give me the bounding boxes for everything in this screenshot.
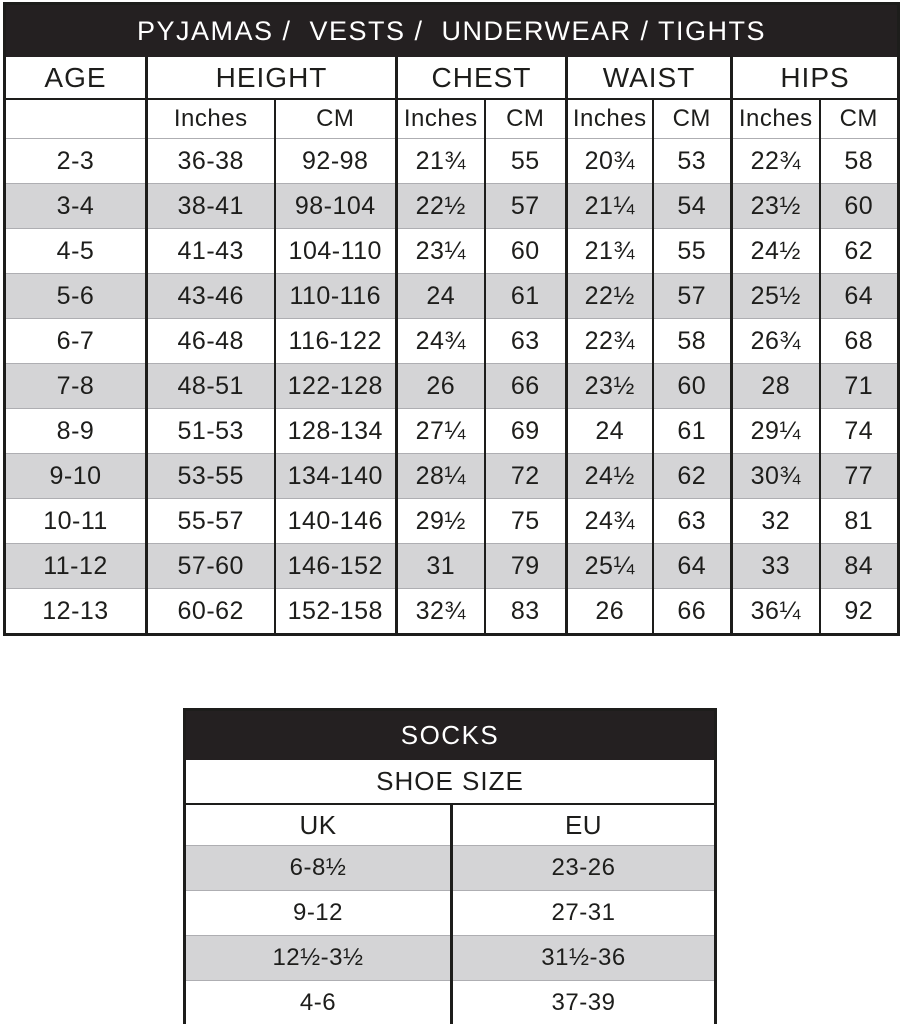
measurement-cell: 83: [485, 589, 567, 635]
eu-size-cell: 37-39: [452, 981, 716, 1024]
age-cell: 4-5: [5, 229, 147, 274]
measurement-cell: 32: [732, 499, 820, 544]
measurement-cell: 92-98: [275, 139, 397, 184]
measurement-cell: 75: [485, 499, 567, 544]
pyjamas-table-body: [5, 139, 899, 635]
age-cell: 11-12: [5, 544, 147, 589]
age-cell: 5-6: [5, 274, 147, 319]
uk-size-cell: 6-8½: [185, 846, 452, 891]
measurement-cell: 28: [732, 364, 820, 409]
measurement-cell: 27¼: [397, 409, 485, 454]
measurement-cell: 74: [820, 409, 899, 454]
measurement-cell: 36-38: [147, 139, 275, 184]
measurement-cell: 54: [653, 184, 732, 229]
measurement-cell: 24¾: [567, 499, 653, 544]
measurement-cell: 30¾: [732, 454, 820, 499]
measurement-cell: 57: [653, 274, 732, 319]
measurement-cell: 25½: [732, 274, 820, 319]
size-row: [5, 589, 899, 635]
age-cell: 2-3: [5, 139, 147, 184]
age-cell: 12-13: [42, 596, 109, 625]
column-header-hips: HIPS: [732, 57, 899, 99]
socks-size-table: [183, 708, 717, 1024]
size-row: [5, 229, 899, 274]
pyjamas-title-bar: [5, 4, 899, 58]
measurement-cell: 66: [653, 589, 732, 635]
column-group-header-row: [5, 57, 899, 99]
size-row: [5, 454, 899, 499]
pyjamas-table-title: PYJAMAS / VESTS / UNDERWEAR / TIGHTS: [5, 4, 899, 58]
unit-header-waist-inches: Inches: [567, 99, 653, 139]
measurement-cell: 33: [732, 544, 820, 589]
age-cell: 6-7: [5, 319, 147, 364]
age-cell: 3-4: [5, 184, 147, 229]
measurement-cell: 60-62: [147, 589, 275, 635]
column-header-waist: WAIST: [567, 57, 732, 99]
measurement-cell: 57-60: [147, 544, 275, 589]
socks-table-title: SOCKS: [185, 710, 716, 761]
measurement-cell: 38-41: [147, 184, 275, 229]
column-header-chest: CHEST: [397, 57, 567, 99]
eu-size-cell: 23-26: [452, 846, 716, 891]
measurement-cell: 22¾: [732, 139, 820, 184]
measurement-cell: 62: [653, 454, 732, 499]
measurement-cell: 58: [820, 139, 899, 184]
sock-size-row: [185, 846, 716, 891]
unit-header-height-cm: CM: [275, 99, 397, 139]
measurement-cell: 29¼: [732, 409, 820, 454]
pyjamas-size-table: [3, 2, 900, 636]
measurement-cell: 26¾: [732, 319, 820, 364]
measurement-cell: 60: [820, 184, 899, 229]
measurement-cell: 24½: [732, 229, 820, 274]
measurement-cell: 24¾: [397, 319, 485, 364]
measurement-cell: 24½: [567, 454, 653, 499]
measurement-cell: 69: [485, 409, 567, 454]
uk-size-cell: 9-12: [185, 891, 452, 936]
sock-size-row: [185, 936, 716, 981]
column-header-age: AGE: [5, 57, 147, 99]
measurement-cell: 146-152: [275, 544, 397, 589]
measurement-cell: 22½: [397, 184, 485, 229]
measurement-cell: 55-57: [147, 499, 275, 544]
measurement-cell: 24: [567, 409, 653, 454]
measurement-cell: 64: [653, 544, 732, 589]
age-unit-empty-cell: [5, 99, 147, 139]
eu-size-cell: 27-31: [452, 891, 716, 936]
size-row: [5, 319, 899, 364]
measurement-cell: 61: [653, 409, 732, 454]
size-row: [5, 364, 899, 409]
measurement-cell: 58: [653, 319, 732, 364]
measurement-cell: 152-158: [275, 589, 397, 635]
measurement-cell: 104-110: [275, 229, 397, 274]
measurement-cell: 134-140: [275, 454, 397, 499]
measurement-cell: 31: [397, 544, 485, 589]
measurement-cell: 53-55: [147, 454, 275, 499]
measurement-cell: 46-48: [147, 319, 275, 364]
measurement-cell: 21¼: [567, 184, 653, 229]
measurement-cell: 98-104: [275, 184, 397, 229]
unit-header-chest-cm: CM: [485, 99, 567, 139]
socks-title-bar: [185, 710, 716, 761]
unit-header-hips-cm: CM: [820, 99, 899, 139]
measurement-cell: 116-122: [275, 319, 397, 364]
unit-header-waist-cm: CM: [653, 99, 732, 139]
measurement-cell: 55: [653, 229, 732, 274]
measurement-cell: 23½: [732, 184, 820, 229]
size-row: [5, 544, 899, 589]
uk-size-cell: 12½-3½: [185, 936, 452, 981]
sock-size-row: [185, 891, 716, 936]
measurement-cell: 41-43: [147, 229, 275, 274]
unit-header-height-inches: Inches: [147, 99, 275, 139]
measurement-cell: 71: [820, 364, 899, 409]
measurement-cell: 68: [820, 319, 899, 364]
measurement-cell: 51-53: [147, 409, 275, 454]
measurement-cell: 62: [820, 229, 899, 274]
measurement-cell: 77: [820, 454, 899, 499]
measurement-cell: 60: [653, 364, 732, 409]
measurement-cell: 21¾: [397, 139, 485, 184]
measurement-cell: 32¾: [397, 589, 485, 635]
measurement-cell: 23¼: [397, 229, 485, 274]
size-row: [5, 499, 899, 544]
age-cell: 7-8: [5, 364, 147, 409]
column-header-eu: EU: [452, 804, 716, 846]
eu-size-cell: 31½-36: [452, 936, 716, 981]
measurement-cell: 20¾: [567, 139, 653, 184]
measurement-cell: 140-146: [275, 499, 397, 544]
measurement-cell: 128-134: [275, 409, 397, 454]
measurement-cell: 61: [485, 274, 567, 319]
column-header-height: HEIGHT: [147, 57, 397, 99]
measurement-cell: 28¼: [397, 454, 485, 499]
measurement-cell: 64: [820, 274, 899, 319]
shoe-size-header-row: [185, 760, 716, 804]
unit-header-row: [5, 99, 899, 139]
unit-header-chest-inches: Inches: [397, 99, 485, 139]
measurement-cell: 36¼: [732, 589, 820, 635]
measurement-cell: 81: [820, 499, 899, 544]
measurement-cell: 92: [820, 589, 899, 635]
measurement-cell: 48-51: [147, 364, 275, 409]
size-row: [5, 139, 899, 184]
measurement-cell: 55: [485, 139, 567, 184]
measurement-cell: 22½: [567, 274, 653, 319]
measurement-cell: 22¾: [567, 319, 653, 364]
measurement-cell: 25¼: [567, 544, 653, 589]
age-cell: 9-10: [5, 454, 147, 499]
age-cell: 10-11: [5, 499, 147, 544]
socks-column-header-row: [185, 804, 716, 846]
age-cell: 8-9: [5, 409, 147, 454]
size-row: [5, 409, 899, 454]
measurement-cell: 63: [485, 319, 567, 364]
sock-size-row: [185, 981, 716, 1024]
measurement-cell: 66: [485, 364, 567, 409]
measurement-cell: 29½: [397, 499, 485, 544]
measurement-cell: 26: [397, 364, 485, 409]
measurement-cell: 57: [485, 184, 567, 229]
measurement-cell: 84: [820, 544, 899, 589]
measurement-cell: 21¾: [567, 229, 653, 274]
measurement-cell: 72: [485, 454, 567, 499]
column-header-uk: UK: [185, 804, 452, 846]
measurement-cell: 43-46: [147, 274, 275, 319]
socks-table-body: [185, 846, 716, 1024]
measurement-cell: 63: [653, 499, 732, 544]
shoe-size-header: SHOE SIZE: [185, 760, 716, 804]
measurement-cell: 60: [485, 229, 567, 274]
size-row: [5, 274, 899, 319]
uk-size-cell: 4-6: [299, 989, 337, 1016]
measurement-cell: 23½: [567, 364, 653, 409]
measurement-cell: 26: [567, 589, 653, 635]
measurement-cell: 53: [653, 139, 732, 184]
measurement-cell: 110-116: [275, 274, 397, 319]
measurement-cell: 24: [397, 274, 485, 319]
measurement-cell: 122-128: [275, 364, 397, 409]
unit-header-hips-inches: Inches: [732, 99, 820, 139]
measurement-cell: 79: [485, 544, 567, 589]
size-row: [5, 184, 899, 229]
